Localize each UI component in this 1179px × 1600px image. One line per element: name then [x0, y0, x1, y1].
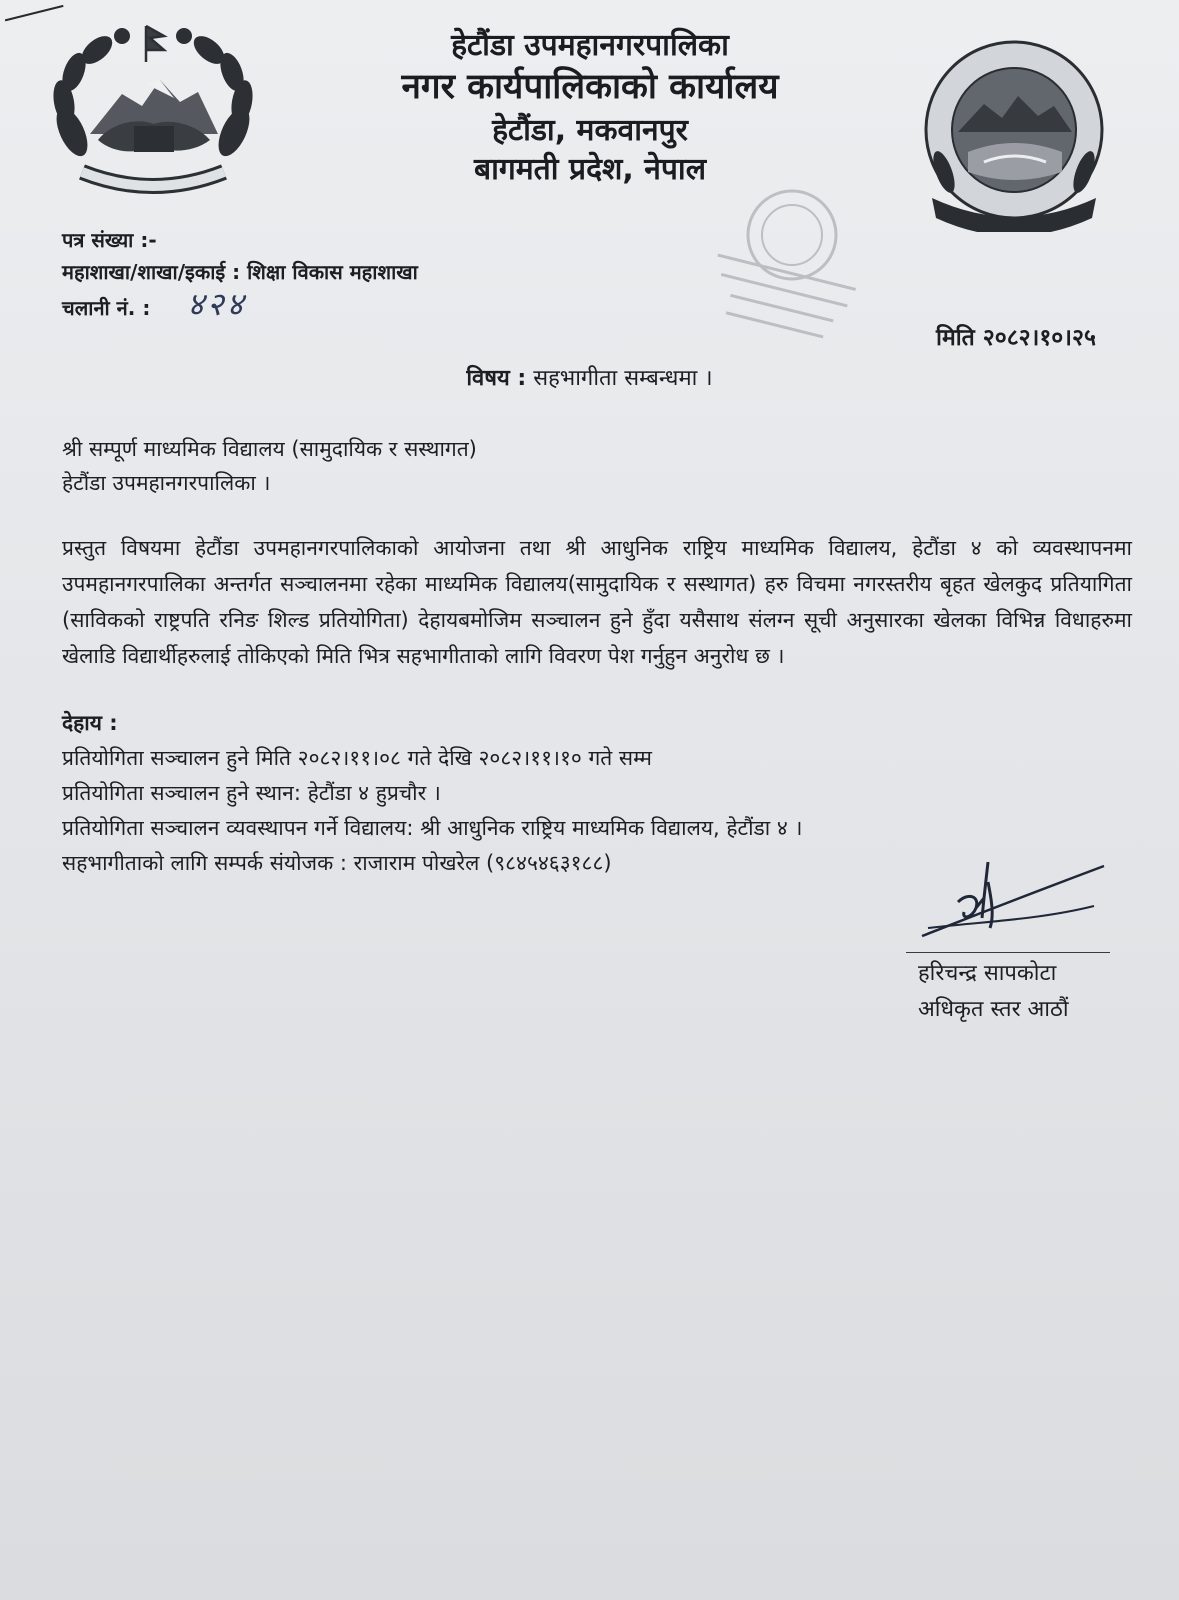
detail-line: प्रतियोगिता सञ्चालन व्यवस्थापन गर्ने विद्यालय: श्री आधुनिक राष्ट्रिय माध्यमिक विद्यालय, हेटौंडा ४ । [62, 816, 803, 840]
addressee [62, 432, 477, 500]
signature-line [906, 952, 1110, 953]
office-name: नगर कार्यपालिकाको कार्यालय [401, 67, 779, 107]
patra-sankhya: पत्र संख्या :- [62, 228, 157, 252]
nepal-government-emblem-icon [42, 22, 264, 202]
office-location: हेटौंडा, मकवानपुर [492, 112, 688, 148]
detail-line: सहभागीताको लागि सम्पर्क संयोजक : राजाराम पोखरेल (९८४५४६३१८८) [62, 851, 612, 875]
body-paragraph: प्रस्तुत विषयमा हेटौंडा उपमहानगरपालिकाको आयोजना तथा श्री आधुनिक राष्ट्रिय माध्यमिक विद्यालय, हेटौंडा ४ को व्यवस्थापनमा उपमहानगरपालिका अन्तर्गत सञ्चालनमा रहेका माध्यमिक विद्यालय(सामुदायिक र सस्थागत) हरु विचमा नगरस्तरीय बृहत खेलकुद प्रतियागिता (साविकको राष्ट्रपति रनिङ शिल्ड प्रतियोगिता) देहायबमोजिम सञ्चालन हुने हुँदा यसैसाथ संलग्न सूची अनुसारका खेलका विभिन्न विधाहरुमा खेलाडि विद्यार्थीहरुलाई तोकिएको मिति भित्र सहभागीताको लागि विवरण पेश गर्नुहुन अनुरोध छ । [62, 536, 1132, 668]
signer-name: हरिचन्द्र सापकोटा [918, 961, 1057, 986]
detail-line: प्रतियोगिता सञ्चालन हुने मिति २०८२।११।०८ गते देखि २०८२।११।१० गते सम्म [62, 746, 652, 770]
handwritten-signature-icon [918, 862, 1108, 952]
letter-meta [62, 224, 418, 324]
department-label: महाशाखा/शाखा/इकाई : [62, 260, 241, 284]
dispatch-number-row [62, 285, 418, 324]
details-section [62, 706, 802, 881]
office-stamp-icon [702, 165, 882, 345]
subject-text: सहभागीता सम्बन्धमा । [533, 366, 713, 391]
corner-mark [0, 0, 64, 21]
dispatch-number-handwritten: ४२४ [187, 285, 247, 323]
signer-block [918, 956, 1069, 1028]
subject-line [0, 362, 1179, 392]
hetauda-municipality-logo-icon [914, 22, 1114, 232]
dispatch-label: चलानी नं. : [62, 296, 151, 320]
signer-title: अधिकृत स्तर आठौं [918, 997, 1069, 1022]
department-value: शिक्षा विकास महाशाखा [247, 260, 418, 284]
letter-date: मिति २०८२।१०।२५ [936, 325, 1096, 351]
details-label: देहाय : [62, 711, 118, 735]
municipality-name: हेटौंडा उपमहानगरपालिका [451, 28, 729, 63]
detail-line: प्रतियोगिता सञ्चालन हुने स्थान: हेटौंडा ४ हुप्रचौर । [62, 781, 441, 805]
department-row [62, 256, 418, 288]
province-country: बागमती प्रदेश, नेपाल [473, 151, 707, 187]
addressee-line-1: श्री सम्पूर्ण माध्यमिक विद्यालय (सामुदायिक र सस्थागत) [62, 437, 477, 461]
addressee-line-2: हेटौंडा उपमहानगरपालिका । [62, 471, 271, 495]
subject-label: विषय : [466, 366, 527, 391]
